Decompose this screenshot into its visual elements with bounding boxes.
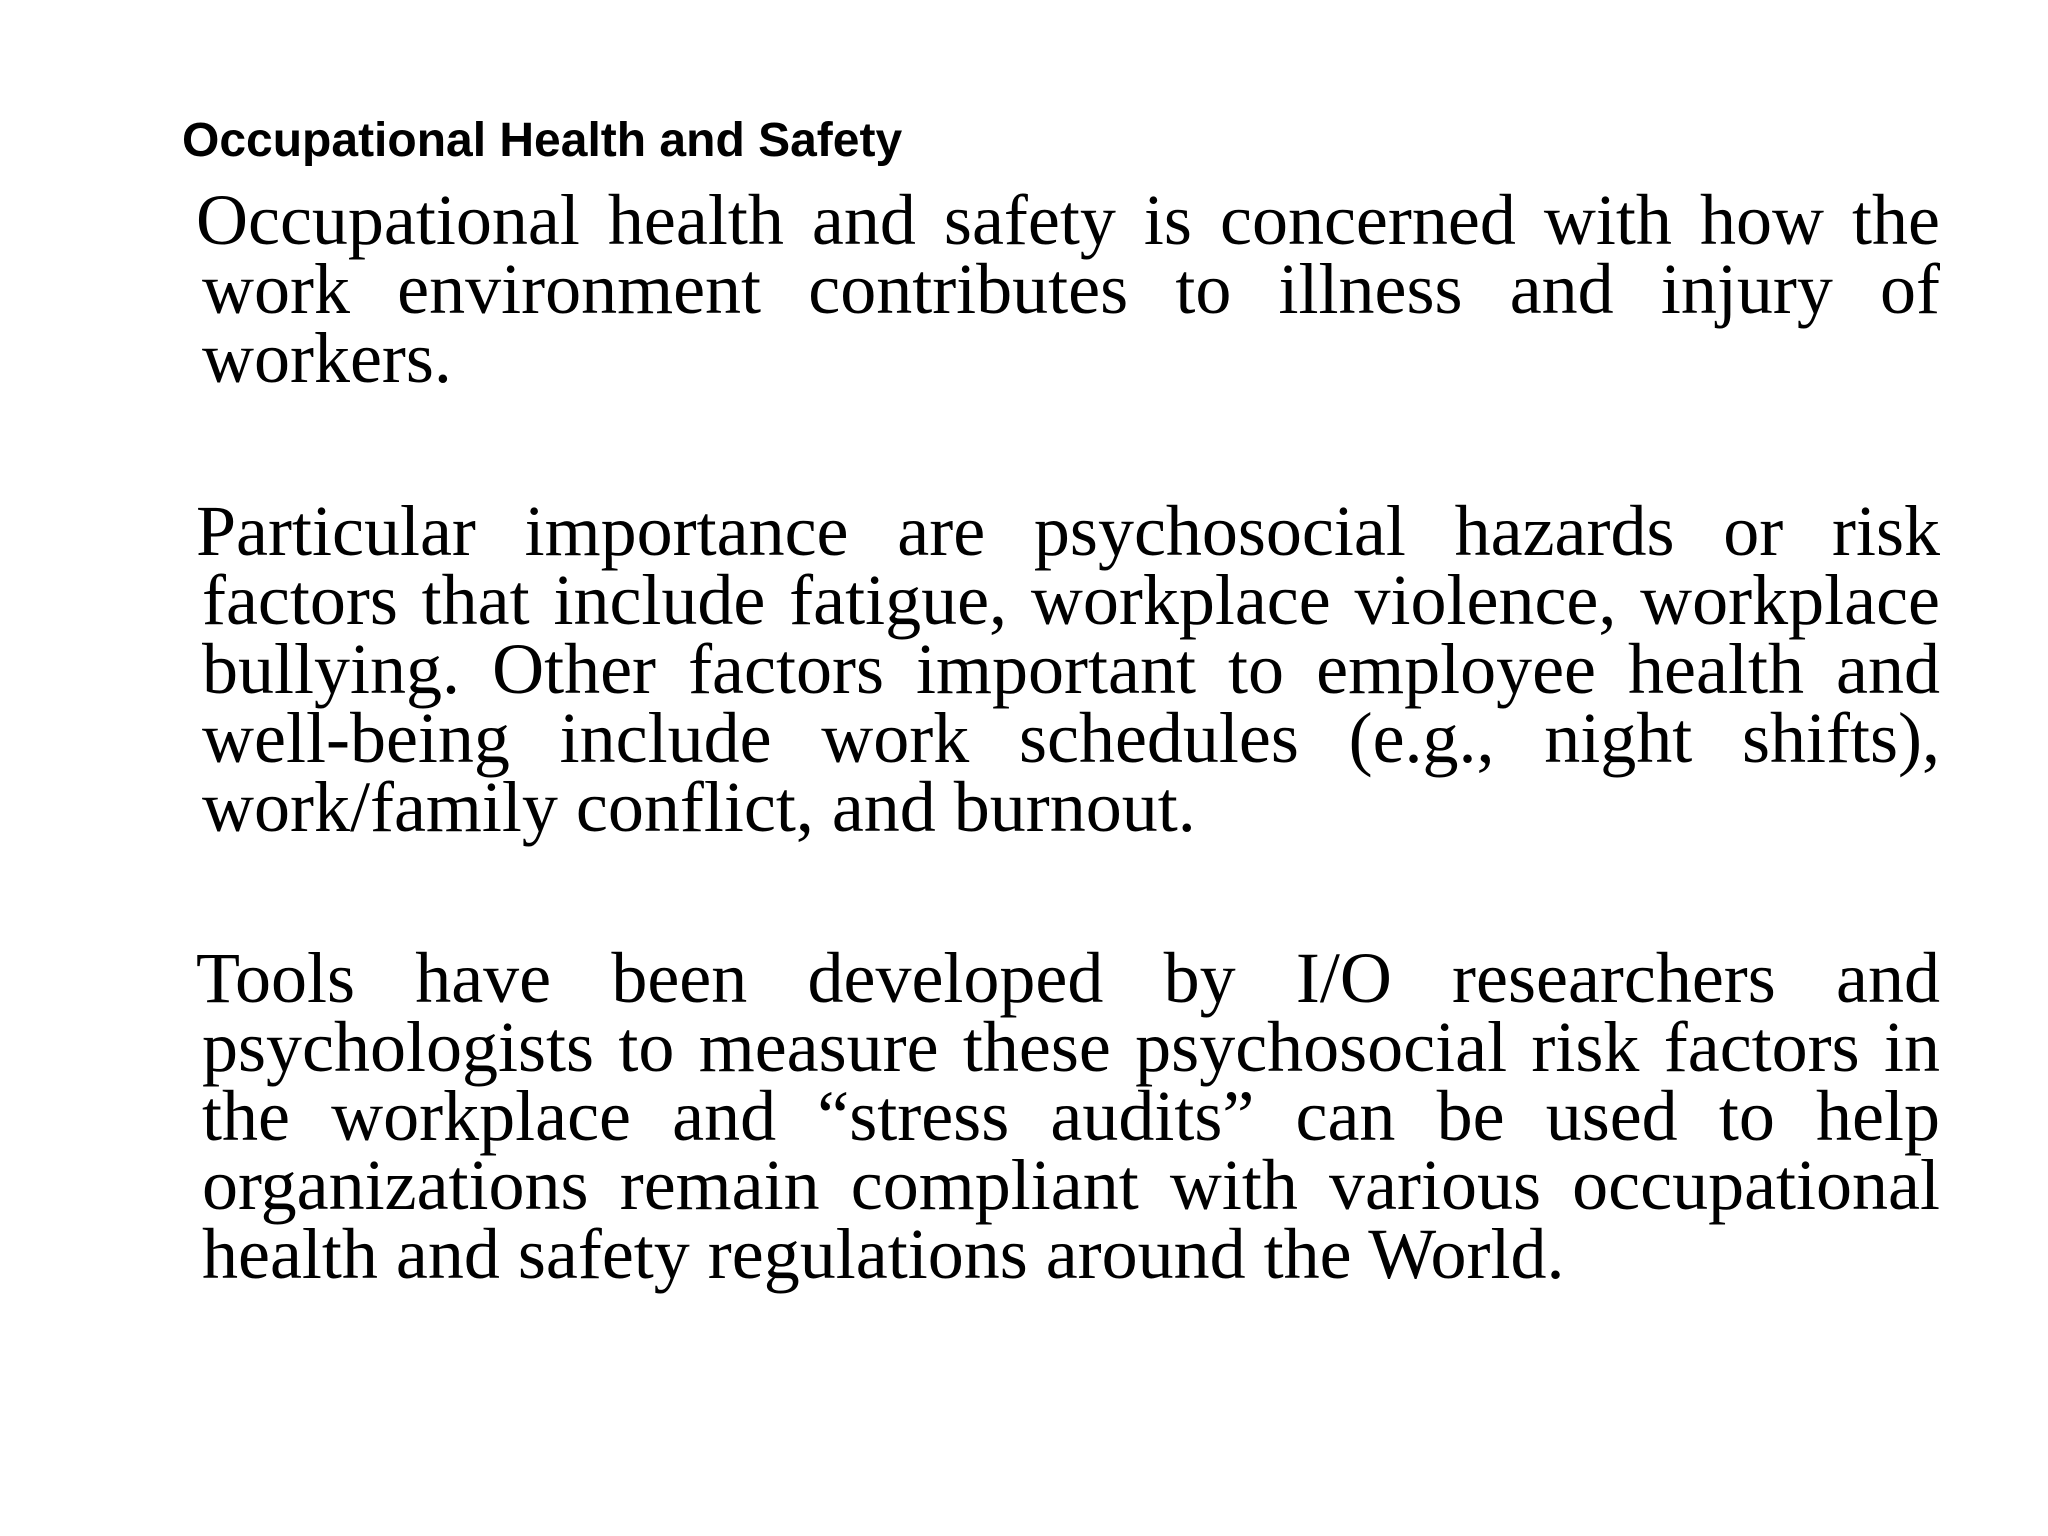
paragraph-definition: Occupational health and safety is concerned with how the work environment contributes to illness and injury of workers.	[196, 180, 1940, 398]
slide-title: Occupational Health and Safety	[182, 114, 903, 167]
paragraph-measurement-tools: Tools have been developed by I/O researchers and psychologists to measure these psychosocial risk factors in the workplace and “stress audits” can be used to help organizations remain compliant with various occupational health and safety regulations around the World.	[196, 938, 1940, 1294]
paragraph-psychosocial-hazards: Particular importance are psychosocial hazards or risk factors that include fatigue, workplace violence, workplace bullying. Other factors important to employee health and well-being include work schedules (e.g., night shifts), work/family conflict, and burnout.	[196, 491, 1940, 847]
